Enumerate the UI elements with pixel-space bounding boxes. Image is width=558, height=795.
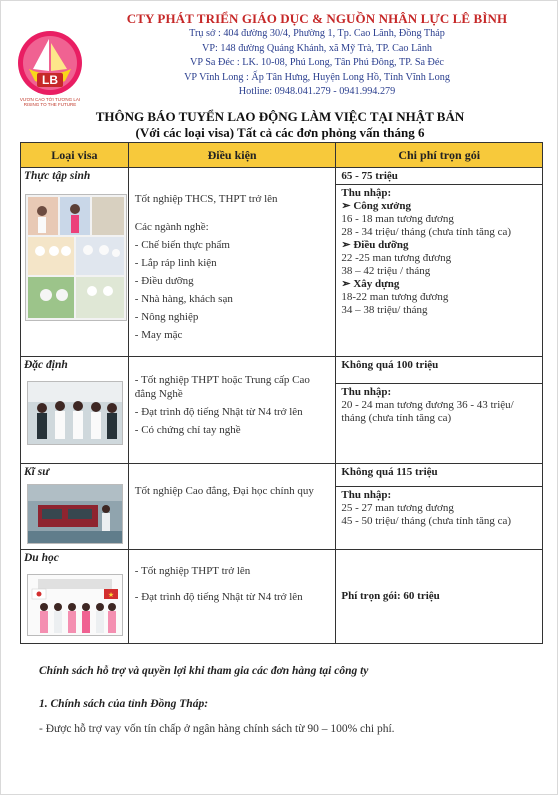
income-block: [336, 487, 542, 530]
table-row: [21, 550, 543, 644]
visa-name: Thực tập sinh: [24, 170, 91, 182]
income-block: [336, 384, 542, 427]
group-name: Công xưởng: [353, 200, 411, 212]
income-block: [336, 185, 542, 319]
logo-slogan-vi: VƯƠN CAO TỚI TƯƠNG LAI: [19, 97, 81, 102]
income-group: [341, 278, 537, 317]
trades-list-title: Các ngành nghề:: [134, 221, 209, 233]
visa-cell: [21, 464, 129, 550]
address-office-1: VP: 148 đường Quảng Khánh, xã Mỹ Trà, TP. Cao Lãnh: [201, 42, 433, 54]
visa-cell: [21, 550, 129, 644]
visa-cell: [21, 357, 129, 464]
trade-item: - Điều dưỡng: [134, 275, 194, 287]
income-line: 16 - 18 man tương đương: [341, 213, 454, 225]
condition-cell: [128, 357, 336, 464]
condition-item: - Đạt trình độ tiếng Nhật từ N4 trở lên: [134, 406, 303, 418]
cost-cell: [336, 550, 543, 644]
condition-cell: [128, 464, 336, 550]
policy-section-1: 1. Chính sách của tỉnh Đồng Tháp:: [39, 698, 209, 710]
company-header: [97, 11, 537, 100]
svg-text:LB: LB: [42, 73, 58, 87]
engineer-photo: [27, 484, 123, 544]
cost-cell: [336, 357, 543, 464]
income-line: 38 – 42 triệu / tháng: [341, 265, 431, 277]
table-header-row: [21, 143, 543, 168]
visa-name: Kĩ sư: [24, 466, 50, 478]
hotline: Hotline: 0948.041.279 - 0941.994.279: [238, 86, 396, 98]
cost-cell: [336, 168, 543, 357]
visa-name: Đặc định: [24, 359, 68, 371]
group-name: Xây dựng: [353, 278, 400, 290]
study-abroad-photo: [27, 574, 123, 636]
logo-slogan-en: RISING TO THE FUTURE: [23, 102, 77, 107]
col-header-cost: Chi phí trọn gói: [336, 143, 543, 168]
arrow-icon: ➢: [341, 239, 354, 251]
company-logo: [15, 29, 85, 105]
income-line: 45 - 50 triệu/ tháng (chưa tính tăng ca): [341, 515, 512, 527]
table-row: [21, 168, 543, 357]
company-name: CTY PHÁT TRIỂN GIÁO DỤC & NGUỒN NHÂN LỰC LÊ BÌNH: [126, 11, 508, 26]
condition-text: Tốt nghiệp Cao đẳng, Đại học chính quy: [134, 485, 314, 497]
table-row: [21, 464, 543, 550]
condition-item: - Đạt trình độ tiếng Nhật từ N4 trở lên: [134, 591, 303, 603]
income-line: 25 - 27 man tương đương: [341, 502, 454, 514]
income-line: 18-22 man tương đương: [341, 291, 449, 303]
trade-item: - May mặc: [134, 329, 183, 341]
svg-text:★: ★: [107, 591, 115, 599]
table-row: [21, 357, 543, 464]
notice-title: THÔNG BÁO TUYỂN LAO ĐỘNG LÀM VIỆC TẠI NHẬT BẢN: [95, 109, 465, 124]
address-office-vinhlong: VP Vĩnh Long : Ấp Tân Hưng, Huyện Long Hồ, Tỉnh Vĩnh Long: [184, 71, 450, 83]
address-head-office: Trụ sở : 404 đường 30/4, Phường 1, Tp. Cao Lãnh, Đồng Tháp: [189, 28, 445, 39]
address-office-sadec: VP Sa Đéc : LK. 10-08, Phú Long, Tân Phú Đông, TP. Sa Đéc: [190, 57, 444, 69]
condition-item: - Tốt nghiệp THPT hoặc Trung cấp Cao đẳng Nghề: [134, 374, 310, 400]
col-header-condition: Điều kiện: [128, 143, 336, 168]
arrow-icon: ➢: [341, 200, 354, 212]
condition-cell: [128, 550, 336, 644]
income-line: 20 - 24 man tương đương 36 - 43 triệu/ tháng (chưa tính tăng ca): [341, 399, 514, 424]
income-label: Thu nhập:: [341, 386, 392, 398]
income-label: Thu nhập:: [341, 187, 392, 199]
income-line: 28 - 34 triệu/ tháng (chưa tính tăng ca): [341, 226, 512, 238]
trainee-photo-collage: [25, 194, 127, 321]
income-line: 22 -25 man tương đương: [341, 252, 452, 264]
condition-education: Tốt nghiệp THCS, THPT trở lên: [134, 193, 278, 205]
trade-item: - Nhà hàng, khách sạn: [134, 293, 233, 305]
logo-slogan: [9, 97, 91, 107]
trade-item: - Chế biến thực phẩm: [134, 239, 230, 251]
trade-item: - Nông nghiệp: [134, 311, 199, 323]
visa-cell: [21, 168, 129, 357]
group-name: Điều dưỡng: [353, 239, 409, 251]
income-group: [341, 200, 537, 239]
visa-name: Du học: [24, 552, 59, 564]
condition-item: - Có chứng chỉ tay nghề: [134, 424, 241, 436]
cost-amount: Không quá 100 triệu: [336, 357, 542, 384]
arrow-icon: ➢: [341, 278, 354, 290]
policy-heading: Chính sách hỗ trợ và quyền lợi khi tham gia các đơn hàng tại công ty: [39, 665, 369, 677]
income-line: 34 – 38 triệu/ tháng: [341, 304, 428, 316]
visa-table: [20, 142, 543, 644]
cost-amount: 65 - 75 triệu: [336, 168, 542, 185]
cost-cell: [336, 464, 543, 550]
policy-text-1: - Được hỗ trợ vay vốn tín chấp ở ngân hàng chính sách từ 90 – 100% chi phí.: [39, 723, 395, 735]
cost-amount: Không quá 115 triệu: [336, 464, 542, 487]
income-label: Thu nhập:: [341, 489, 392, 501]
condition-cell: [128, 168, 336, 357]
trade-item: - Lắp ráp linh kiện: [134, 257, 217, 269]
condition-item: - Tốt nghiệp THPT trở lên: [134, 565, 251, 577]
cost-amount: Phí trọn gói: 60 triệu: [341, 590, 440, 602]
income-group: [341, 239, 537, 278]
col-header-visa: Loại visa: [21, 143, 129, 168]
notice-subtitle: (Với các loại visa) Tất cả các đơn phỏng vấn tháng 6: [135, 125, 425, 140]
specified-worker-photo: [27, 381, 123, 445]
